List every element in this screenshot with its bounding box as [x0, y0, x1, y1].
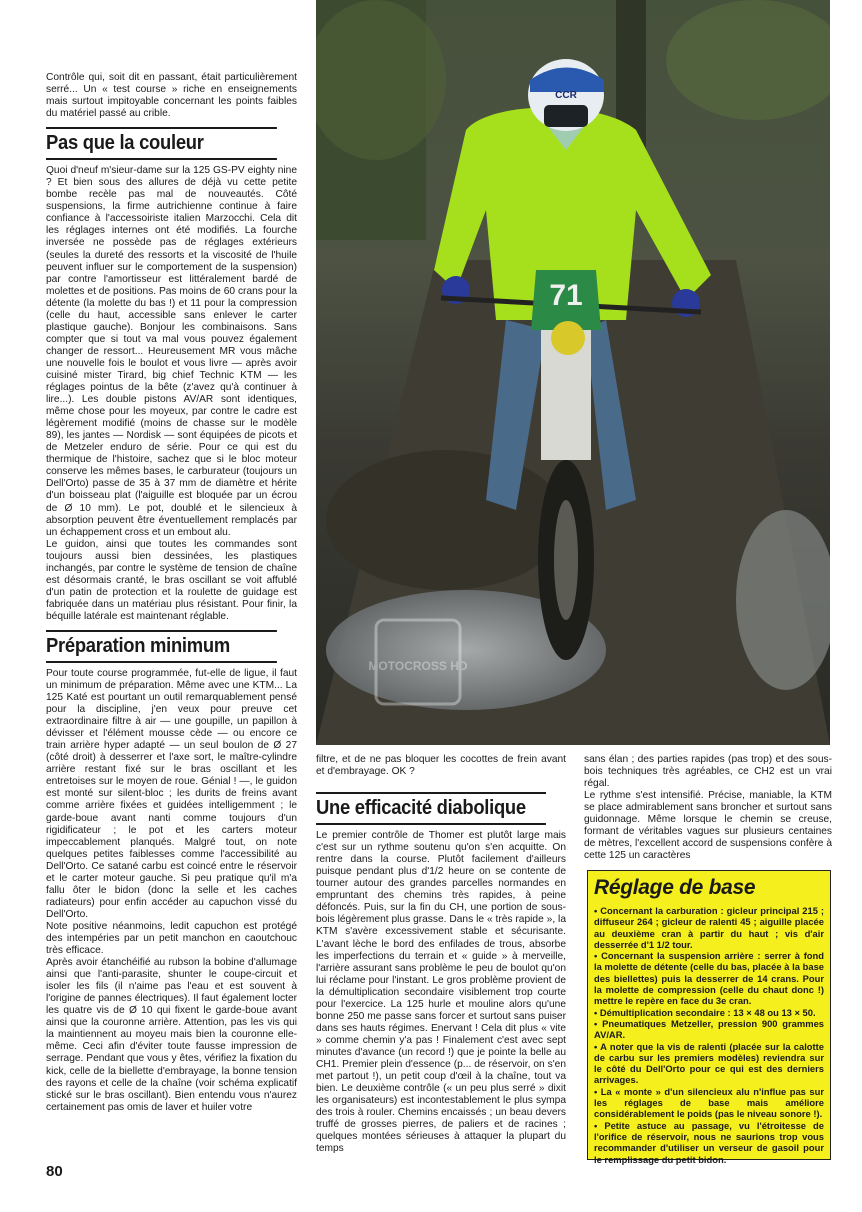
carryover-text: filtre, et de ne pas bloquer les cocottes de frein avant et d'embrayage. OK ?	[316, 754, 566, 778]
heading-pas-que-la-couleur: Pas que la couleur	[46, 127, 277, 160]
heading-preparation-minimum: Préparation minimum	[46, 630, 277, 663]
bike-number: 71	[549, 279, 583, 312]
heading-une-efficacite-diabolique: Une efficacité diabolique	[316, 792, 546, 825]
box-title: Réglage de base	[594, 876, 756, 899]
helmet-text: CCR	[555, 90, 577, 101]
column-2	[316, 754, 566, 1155]
col3-para-1: sans élan ; des parties rapides (pas trop) et des sous-bois techniques très agréables, ce CH2 est un vrai régal.	[584, 754, 832, 790]
box-item: • La « monte » d'un silencieux alu n'influe pas sur les réglages de base mais améliore considérablement le poids (pas le niveau sonore !).	[594, 1085, 824, 1120]
col3-para-2: Le rythme s'est intensifié. Précise, maniable, la KTM se place admirablement sans broncher et surtout sans guidonnage. Même lorsque le chemin se creuse, formant de véritables vagues sur plusieurs centaines de mètres, l'excellent accord de suspensions confère à cette 125 un caractères	[584, 790, 832, 862]
reglage-de-base-box	[587, 870, 831, 1165]
intro-text: Contrôle qui, soit dit en passant, était particulièrement serré... Un « test course » riche en enseignements mais surtout impitoyable concernant les points faibles du matériel passé au crible.	[46, 72, 297, 120]
box-item: • Concernant la carburation : gicleur principal 215 ; diffuseur 264 ; gicleur de ralenti 45 ; aiguille placée au deuxième cran à partir du haut ; vis d'air desserrée d'1 1/2 tour.	[594, 905, 824, 950]
box-item: • Concernant la suspension arrière : serrer à fond la molette de détente (celle du bas, placée à la base des biellettes) puis la desserrer de 14 crans. Pour la molette de compression (celle du chaut donc !) mettre le repère en face du 3e cran.	[594, 950, 824, 1007]
column-1	[46, 72, 297, 1114]
section2-para-1: Pour toute course programmée, fut-elle de ligue, il faut un minimum de préparation. Même avec une KTM... La 125 Katé est pourtant un outil remarquablement pensé pour la discipline, j'en veux pour preuve cet extraordinaire filtre à air — une goupille, un papillon à dévisser et l'élément mousse cède — ou encore ce train arrière hyper adapté — un seul boulon de Ø 27 (côté droit) à desserrer et l'axe sort, le maître-cylindre arrière restant fixé sur le bras oscillant et les entretoises sur le moyen de roue. Génial ! —, le guidon est monté sur silent-bloc ; les durits de freins avant comme arrière fixées et guidées intelligemment ; le garde-boue avant nanti comme toujours d'un rigidificateur ; le pot et les carters moteur impeccablement planqués. Malgré tout, on note quelques petites faiblesses comme l'accessibilité au Dell'Orto. Ce satané carbu est coincé entre le réservoir et le carter moteur gauche. Si peu pratique qu'il m'a fallu ôter le bidon (donc la selle et les caches radiateurs) pour enfin accéder au capuchon vissé du Dell'Orto.	[46, 667, 297, 920]
column-3	[584, 754, 832, 862]
section1-para-2: Le guidon, ainsi que toutes les commandes sont toujours aussi bien dessinées, les plastiques inchangés, par contre le système de tension de chaîne est désormais cranté, le bras oscillant se voit affublé d'un patin de protection et la roulette de guidage est fabriquée dans un matériau plus résistant. Pour finir, la béquille latérale est maintenant réglable.	[46, 538, 297, 622]
box-item: • A noter que la vis de ralenti (placée sur la calotte de carbu sur les premiers modèles) reviendra sur le côté du Dell'Orto pour ce qui est des derniers arrivages.	[594, 1040, 824, 1086]
section2-para-2: Note positive néanmoins, ledit capuchon est protégé des intempéries par un petit manchon en caoutchouc très efficace.	[46, 920, 297, 957]
page-number: 80	[46, 1163, 63, 1180]
race-photo	[316, 0, 830, 745]
watermark: MOTOCROSS HD	[368, 659, 468, 673]
box-item: • Démultiplication secondaire : 13 × 48 ou 13 × 50.	[594, 1006, 816, 1018]
box-item: • Petite astuce au passage, vu l'étroitesse de l'orifice de réservoir, nous ne saurions trop vous recommander d'utiliser un verseur de gasoil pour le remplissage du petit bidon.	[594, 1119, 824, 1165]
section2-para-3: Après avoir étanchéifié au rubson la bobine d'allumage ainsi que l'anti-parasite, shunter le coupe-circuit et isoler les fils (il n'aime pas l'eau et est souvent à l'origine de pannes électriques). Il faut également locter les quatre vis de Ø 10 qui fixent le garde-boue avant ainsi que la couronne arrière. Attention, pas les vis qui la maintiennent au moyeu mais bien la couronne elle-même. Ceci afin d'éviter toute fausse impression de serrage. Pendant que vous y êtes, vérifiez la fixation du kick, celle de la biellette d'embrayage, la bonne tension des rayons et celle de la chaîne (voir schéma explicatif stické sur le bras oscillant). Bien entendu vous n'aurez certainement pas omis de laver et huiler votre	[46, 957, 297, 1113]
section3-para-1: Le premier contrôle de Thomer est plutôt large mais c'est sur un rythme soutenu qu'on s'en acquitte. On rentre dans la course. Plutôt facilement d'ailleurs puisque pendant plus d'1/2 heure on se contente de tourner autour des grandes parcelles normandes en empruntant des chemins très rapides, à peine défoncés. Puis, sur la fin du CH, une portion de sous-bois légèrement plus grasse. Dans le « très rapide », la KTM s'avère excessivement stable et sécurisante. L'avant lèche le bord des enfilades de trous, absorbe les imperfections du terrain et « guide » à merveille, l'arrière assurant sans problème le peu de boulot qu'on lui réclame pour l'instant. Le gros problème provient de la démultiplication secondaire visiblement trop courte pour l'exercice. La 125 hurle et mouline alors qu'une bonne 250 me passe sans forcer et surtout sans puiser dans ses hauts régimes. Enervant ! Cela dit plus « vite » comme chemin y'a pas ! Finalement c'est avec sept minutes d'avance (un record !) que je pointe la belle au CH1. Premier plein d'essence (p... de réservoir, on s'en met partout !), un petit coup d'œil à la chaîne, tout va bien. Le deuxième contrôle (« un peu plus serré » dixit les organisateurs) est incontestablement le plus sympa des trois à rouler. Chemins encaissés ; un beau devers truffé de grosses pierres, de paliers et de racines ; quelques montées sérieuses à attaquer la plupart du temps	[316, 830, 566, 1155]
box-item: • Pneumatiques Metzeller, pression 900 grammes AV/AR.	[594, 1017, 824, 1041]
section1-para-1: Quoi d'neuf m'sieur-dame sur la 125 GS-PV eighty nine ? Et bien sous des allures de déjà vu cette petite bombe recèle pas mal de nouveautés. Côté suspensions, la firme autrichienne continue à faire confiance à l'accessoiriste italien Marzocchi. Cela dit les réglages internes ont été modifiés. La fourche inversée ne possède pas de réglages extérieurs (seules la dureté des ressorts et la viscosité de l'huile peuvent influer sur le comportement de la suspension) par contre l'amortisseur est littéralement bardé de molettes et de positions. Pas moins de 60 crans pour la détente (la molette du bas !) et 11 pour la compression (celle du haut, accessible sans enlever le carter plastique gauche). Bonjour les combinaisons. Sans compter que si tout va mal vous pouvez également changer de ressort... Heureusement MR vous mâche une nouvelle fois le boulot et vous livre — après avoir cuisiné mister Tirard, big chief Technic KTM — les réglages pointus de la bête (z'avez qu'à continuer à lire...). Les double pistons AV/AR sont identiques, même chose pour les moyeux, par contre le cadre est légèrement modifié (moins de chasse sur le modèle 89), les jantes — Nordisk — sont équipées de picots et de Metzeler enduro de série. Pour ce qui est du thermique de l'histoire, sachez que si le bloc moteur conserve les mêmes bases, le carburateur (toujours un Dell'Orto) passe de 35 à 37 mm de diamètre et hérite d'un boisseau plat (l'aiguille est bloquée par un écrou de Ø 10 mm). Le pot, doublé et le silencieux à absorption peuvent être éventuellement remplacés par un échappement cross et un embout alu.	[46, 165, 297, 538]
